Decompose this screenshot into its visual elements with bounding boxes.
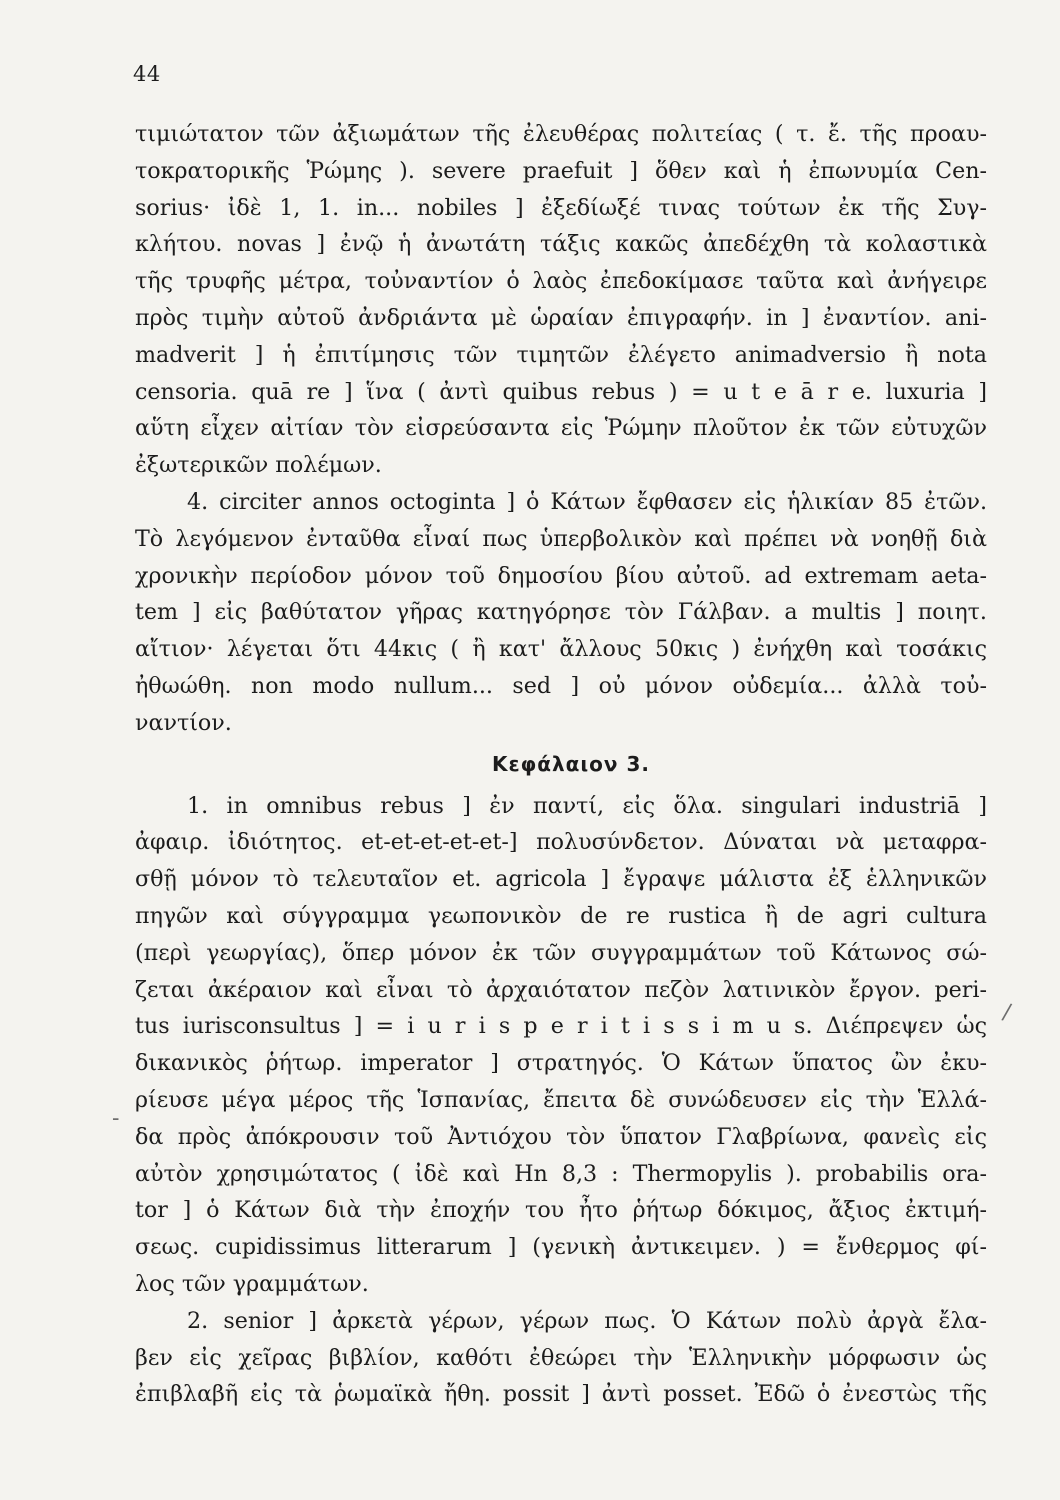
text-line: σθῇ μόνον τὸ τελευταῖον et. agricola ] ἔγραψε μάλιστα ἐξ ἑλληνικῶν	[135, 866, 987, 893]
text-line: tus iurisconsultus ] = i u r i s p e r i t i s s i m u s. Διέπρεψεν ὡς	[135, 1013, 987, 1040]
left-margin-mark: -	[112, 1106, 120, 1131]
text-line: πηγῶν καὶ σύγγραμμα γεωπονικὸν de re rustica ἢ de agri cultura	[135, 902, 987, 929]
text-line: κλήτου. novas ] ἐνῷ ἡ ἀνωτάτη τάξις κακῶς ἀπεδέχθη τὰ κολαστικὰ	[135, 231, 987, 258]
paragraph-start-line: 2. senior ] ἀρκετὰ γέρων, γέρων πως. Ὁ Κάτων πολὺ ἀργὰ ἔλα-	[187, 1307, 987, 1334]
text-line: censoria. quā re ] ἵνα ( ἀντὶ quibus rebus ) = u t e ā r e. luxuria ]	[135, 378, 987, 405]
text-line: ζεται ἀκέραιον καὶ εἶναι τὸ ἀρχαιότατον πεζὸν λατινικὸν ἔργον. peri-	[135, 976, 987, 1003]
text-line: πρὸς τιμὴν αὐτοῦ ἀνδριάντα μὲ ὡραίαν ἐπιγραφήν. in ] ἐναντίον. ani-	[135, 304, 987, 331]
text-line: sorius· ἰδὲ 1, 1. in... nobiles ] ἐξεδίωξέ τινας τούτων ἐκ τῆς Συγ-	[135, 194, 987, 221]
text-line: ναντίον.	[135, 709, 232, 736]
chapter-heading: Κεφάλαιον 3.	[491, 751, 651, 776]
paragraph-start-line: 1. in omnibus rebus ] ἐν παντί, εἰς ὅλα. singulari industriā ]	[187, 792, 987, 819]
right-margin-mark: /	[1000, 999, 1013, 1026]
text-line: ἐπιβλαβῆ εἰς τὰ ῥωμαϊκὰ ἤθη. possit ] ἀντὶ posset. Ἐδῶ ὁ ἐνεστὼς τῆς	[135, 1381, 987, 1408]
paragraph-start-line: 4. circiter annos octoginta ] ὁ Κάτων ἔφθασεν εἰς ἡλικίαν 85 ἐτῶν.	[187, 488, 987, 515]
text-line: σεως. cupidissimus litterarum ] (γενικὴ ἀντικειμεν. ) = ἔνθερμος φί-	[135, 1234, 987, 1261]
text-line: tem ] εἰς βαθύτατον γῆρας κατηγόρησε τὸν Γάλβαν. a multis ] ποιητ.	[135, 599, 987, 626]
text-line: (περὶ γεωργίας), ὅπερ μόνον ἐκ τῶν συγγραμμάτων τοῦ Κάτωνος σώ-	[135, 939, 987, 966]
text-line: αἴτιον· λέγεται ὅτι 44κις ( ἢ κατ' ἄλλους 50κις ) ἐνήχθη καὶ τοσάκις	[135, 636, 987, 663]
page-body	[135, 116, 987, 1413]
text-line: ἀφαιρ. ἰδιότητος. et-et-et-et-et-] πολυσύνδετον. Δύναται νὰ μεταφρα-	[135, 829, 987, 856]
text-line: ἐξωτερικῶν πολέμων.	[135, 452, 382, 479]
text-line: τοκρατορικῆς Ῥώμης ). severe praefuit ] ὅθεν καὶ ἡ ἐπωνυμία Cen-	[135, 157, 987, 184]
text-line: ρίευσε μέγα μέρος τῆς Ἱσπανίας, ἔπειτα δὲ συνώδευσεν εἰς τὴν Ἑλλά-	[135, 1086, 987, 1113]
text-line: βεν εἰς χεῖρας βιβλίον, καθότι ἐθεώρει τὴν Ἑλληνικὴν μόρφωσιν ὡς	[135, 1344, 987, 1371]
text-line: τῆς τρυφῆς μέτρα, τοὐναντίον ὁ λαὸς ἐπεδοκίμασε ταῦτα καὶ ἀνήγειρε	[135, 268, 987, 295]
page-number: 44	[133, 62, 161, 86]
text-line: τιμιώτατον τῶν ἀξιωμάτων τῆς ἐλευθέρας πολιτείας ( τ. ἔ. τῆς προαυ-	[135, 121, 987, 147]
text-line: Τὸ λεγόμενον ἐνταῦθα εἶναί πως ὑπερβολικὸν καὶ πρέπει νὰ νοηθῇ διὰ	[135, 525, 987, 552]
text-line: δικανικὸς ῥήτωρ. imperator ] στρατηγός. Ὁ Κάτων ὕπατος ὢν ἐκυ-	[135, 1050, 987, 1077]
text-line: αὕτη εἶχεν αἰτίαν τὸν εἰσρεύσαντα εἰς Ῥώμην πλοῦτον ἐκ τῶν εὐτυχῶν	[135, 415, 987, 442]
text-line: tor ] ὁ Κάτων διὰ τὴν ἐποχήν του ἦτο ῥήτωρ δόκιμος, ἄξιος ἐκτιμή-	[135, 1197, 987, 1224]
text-line: δα πρὸς ἀπόκρουσιν τοῦ Ἀντιόχου τὸν ὕπατον Γλαβρίωνα, φανεὶς εἰς	[135, 1123, 987, 1150]
text-line: madverit ] ἡ ἐπιτίμησις τῶν τιμητῶν ἐλέγετο animadversio ἢ nota	[135, 341, 987, 368]
text-line: χρονικὴν περίοδον μόνον τοῦ δημοσίου βίου αὐτοῦ. ad extremam aeta-	[135, 562, 987, 589]
text-line: ἠθωώθη. non modo nullum... sed ] οὐ μόνον οὐδεμία... ἀλλὰ τοὐ-	[135, 672, 987, 699]
text-line: αὐτὸν χρησιμώτατος ( ἰδὲ καὶ Hn 8,3 : Thermopylis ). probabilis ora-	[135, 1160, 987, 1187]
text-line: λος τῶν γραμμάτων.	[135, 1270, 369, 1297]
